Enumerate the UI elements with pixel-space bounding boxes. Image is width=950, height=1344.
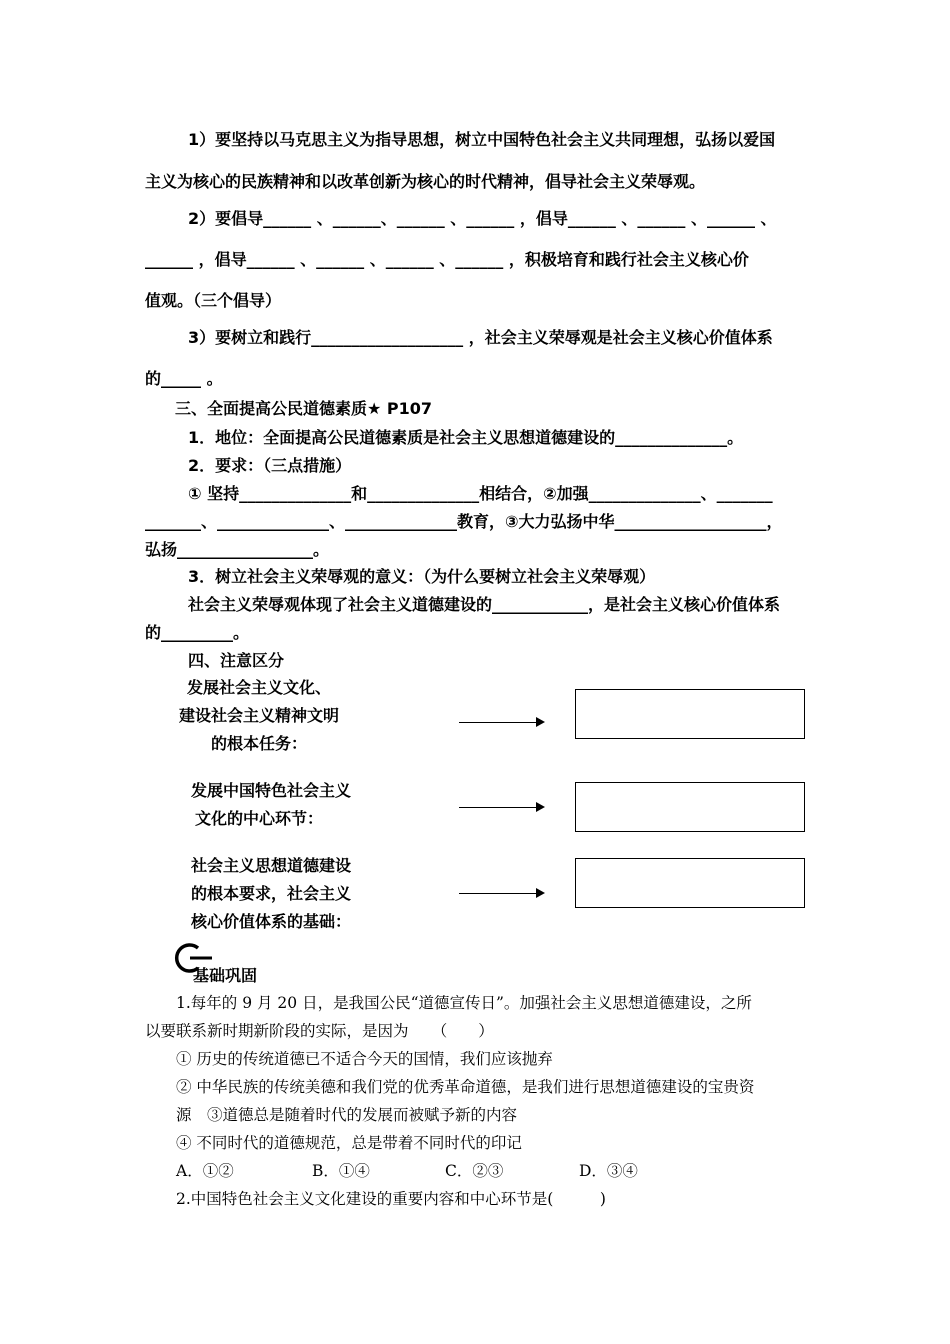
item-3-significance: 3．树立社会主义荣辱观的意义：（为什么要树立社会主义荣辱观） xyxy=(188,567,656,586)
question-1-line-1: 1.每年的 9 月 20 日，是我国公民“道德宣传日”。加强社会主义思想道德建设，之所 xyxy=(176,994,752,1012)
row-3-label-line-3: 核心价值体系的基础： xyxy=(190,912,351,931)
row-1-label-line-3: 的根本任务： xyxy=(210,734,307,753)
section-3-heading: 三、全面提高公民道德素质★ P107 xyxy=(175,399,433,418)
para-2-line-2: ______ ，倡导______ 、______ 、______ 、______ ，积极培育和践行社会主义核心价 xyxy=(145,250,749,269)
row-1-arrow xyxy=(459,722,543,723)
answer-b: B．①④ xyxy=(312,1162,370,1180)
item-1-status: 1．地位：全面提高公民道德素质是社会主义思想道德建设的______________。 xyxy=(188,428,744,447)
para-3-line-2: 的_____ 。 xyxy=(145,369,223,388)
row-3-arrow xyxy=(459,893,543,894)
row-3-label-line-2: 的根本要求，社会主义 xyxy=(190,884,351,903)
row-1-label-line-2: 建设社会主义精神文明 xyxy=(178,706,339,725)
row-2-arrow xyxy=(459,807,543,808)
item-3-line-1: 社会主义荣辱观体现了社会主义道德建设的____________，是社会主义核心价值体系 xyxy=(188,595,781,614)
answer-d: D．③④ xyxy=(579,1162,638,1180)
row-2-answer-box xyxy=(575,782,805,832)
option-2-line-1: ② 中华民族的传统美德和我们党的优秀革命道德，是我们进行思想道德建设的宝贵资 xyxy=(176,1078,755,1096)
item-2-line-1: ① 坚持______________和______________相结合，②加强______________、_______ xyxy=(188,484,773,503)
item-2-line-3: 弘扬_________________。 xyxy=(145,540,330,559)
row-2-label-line-2: 文化的中心环节： xyxy=(194,809,323,828)
item-2-requirements: 2．要求：（三点措施） xyxy=(188,456,352,475)
row-1-answer-box xyxy=(575,689,805,739)
question-1-line-2: 以要联系新时期新阶段的实际，是因为 （ ） xyxy=(145,1022,494,1040)
row-3-answer-box xyxy=(575,858,805,908)
consolidation-title: 基础巩固 xyxy=(193,966,258,985)
option-1: ① 历史的传统道德已不适合今天的国情，我们应该抛弃 xyxy=(176,1050,553,1068)
item-2-line-2: _______、______________、______________教育，③大力弘扬中华___________________， xyxy=(145,512,783,531)
para-1-line-1: 1）要坚持以马克思主义为指导思想，树立中国特色社会主义共同理想，弘扬以爱国 xyxy=(188,130,776,149)
option-4: ④ 不同时代的道德规范，总是带着不同时代的印记 xyxy=(176,1134,522,1152)
answer-a: A．①② xyxy=(176,1162,234,1180)
answer-c: C．②③ xyxy=(445,1162,504,1180)
row-3-label-line-1: 社会主义思想道德建设 xyxy=(190,856,351,875)
section-4-heading: 四、注意区分 xyxy=(188,651,285,670)
item-3-line-2: 的_________。 xyxy=(145,623,250,642)
para-3-line-1: 3）要树立和践行___________________ ，社会主义荣辱观是社会主义核心价值体系 xyxy=(188,328,773,347)
row-2-label-line-1: 发展中国特色社会主义 xyxy=(190,781,351,800)
para-2-line-3: 值观。（三个倡导） xyxy=(145,291,282,310)
para-2-line-1: 2）要倡导______ 、______、______ 、______ ，倡导______ 、______ 、______ 、 xyxy=(188,209,777,228)
para-1-line-2: 主义为核心的民族精神和以改革创新为核心的时代精神，倡导社会主义荣辱观。 xyxy=(145,172,706,191)
question-2: 2.中国特色社会主义文化建设的重要内容和中心环节是( ) xyxy=(176,1190,606,1208)
option-2-line-2: 源 ③道德总是随着时代的发展而被赋予新的内容 xyxy=(176,1106,518,1124)
row-1-label-line-1: 发展社会主义文化、 xyxy=(186,678,331,697)
